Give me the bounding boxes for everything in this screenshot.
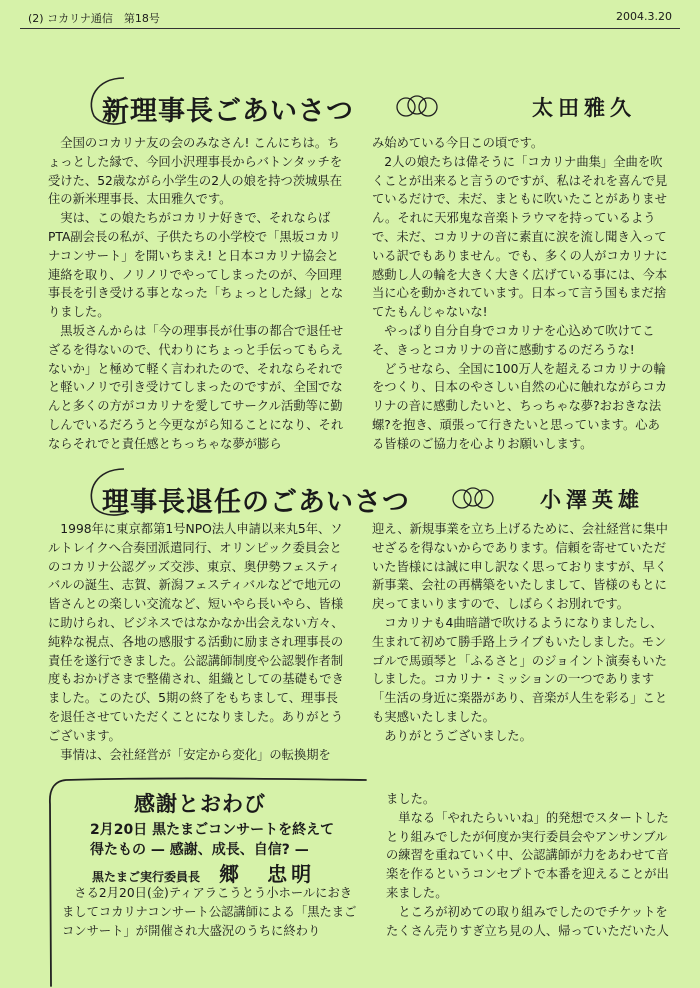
section2-title: 理事長退任のごあいさつ	[102, 487, 410, 518]
section2-left-column	[48, 520, 344, 764]
paragraph: 迎え、新規事業を立ち上げるために、会社経営に集中せざるを得ないからであります。信頼を寄せていただいた皆様には誠に申し訳なく思っておりますが、早く新事業、会社の再構築をいたしまして、皆様のもとに戻ってまいりますので、しばらくお別れです。	[372, 522, 668, 612]
section3-subtitle	[90, 820, 334, 860]
paragraph: コカリナも4曲暗譜で吹けるようになりましたし、生まれて初めて勝手路上ライブもいたしました。モンゴルで馬頭琴と「ふるさと」のジョイント演奏もいたしました。コカリナ・ミッションの一つであります「生活の身近に楽器があり、音楽が人生を彩る」ことも実感いたしました。	[372, 615, 668, 724]
paragraph: ところが初めての取り組みでしたのでチケットをたくさん売りすぎ立ち見の人、帰っていただいた人	[386, 904, 669, 938]
paragraph: やっぱり自分自身でコカリナを心込めて吹けてこそ、きっとコカリナの音に感動するのだろうな!	[372, 323, 655, 357]
section1-right-column	[372, 134, 668, 454]
subtitle-line: 得たもの — 感謝、成長、自信? —	[90, 842, 309, 858]
section2-author: 小澤英雄	[540, 487, 644, 512]
paragraph: 実は、この娘たちがコカリナ好きで、それならばPTA副会長の私が、子供たちの小学校で「黒坂コカリナコンサート」を開いちまえ! と日本コカリナ協会と連絡を取り、ノリノリでやってしまったのが、今回理事長を引き受ける事となった「ちょっとした縁」となりました。	[48, 211, 344, 320]
byline-org: 黒たまご実行委員長	[92, 870, 201, 884]
section1-left-column	[48, 134, 344, 454]
section3-right-column	[386, 790, 672, 940]
issue-date: 2004.3.20	[616, 10, 672, 23]
paragraph: 全国のコカリナ友の会のみなさん! こんにちは。ちょっとした縁で、今回小沢理事長からバトンタッチを受けた、52歳ながら小学生の2人の娘を持つ茨城県在住の新米理事長、太田雅久です。	[48, 136, 343, 207]
section3-byline	[92, 858, 315, 887]
paragraph: み始めている今日この頃です。	[372, 136, 544, 150]
rings-decoration	[396, 92, 446, 122]
section1-author: 太田雅久	[532, 95, 636, 120]
section2-right-column	[372, 520, 668, 746]
issue-label: (2) コカリナ通信 第18号	[28, 12, 160, 25]
section1-title: 新理事長ごあいさつ	[102, 96, 354, 127]
subtitle-line: 2月20日 黒たまごコンサートを終えて	[90, 822, 335, 838]
paragraph: ありがとうございました。	[384, 728, 532, 743]
paragraph: ました。	[386, 792, 436, 806]
section3-title: 感謝とおわび	[134, 792, 266, 816]
byline-name: 郷 忠明	[219, 862, 316, 886]
section3-left-column	[62, 884, 358, 940]
paragraph: 事情は、会社経営が「安定から変化」の転換期を	[60, 747, 331, 762]
paragraph: さる2月20日(金)ティアラこうとう小ホールにおきましてコカリナコンサート公認講師による「黒たまごコンサート」が開催され大盛況のうちに終わり	[62, 886, 357, 938]
paragraph: 1998年に東京都第1号NPO法人申請以来丸5年、ソルトレイクへ合奏団派遣同行、オリンピック委員会とのコカリナ公認グッズ交渉、東京、奥伊勢フェスティバルの誕生、志賀、新潟フェスティバルなどで地元の皆さんとの楽しい交流など、短いやら長いやら、皆様に助けられ、ビジネスではなかなか出会えない方々、純粋な視点、各地の感服する活動に励まされ理事長の責任を遂行できました。公認講師制度や公認製作者制度もおかげさまで整備され、組織としての基礎もできました。このたび、5期の終了をもちまして、理事長を退任させていただくことになりました。ありがとうございます。	[48, 522, 344, 743]
paragraph: 黒坂さんからは「今の理事長が仕事の都合で退任せざるを得ないので、代わりにちょっと手伝ってもらえないか」と極めて軽く言われたので、それならそれでと軽いノリで引き受けてしまったのですが、全国でなんと多くの方がコカリナを愛してサークル活動等に勤しんでいるだろうと今更ながら知ることになり、それならそれでと責任感とちっちゃな夢が膨ら	[48, 323, 344, 451]
paragraph: どうせなら、全国に100万人を超えるコカリナの輪をつくり、日本のやさしい自然の心に触れながらコカリナの音に感動したいと、ちっちゃな夢?おおきな法螺?を抱き、頑張って行きたいと思っています。心ある皆様のご協力を心よりお願いします。	[372, 361, 668, 451]
rings-decoration	[452, 484, 502, 514]
paragraph: 単なる「やれたらいいね」的発想でスタートしたとり組みでしたが何度か実行委員会やアンサンブルの練習を重ねていく中、公認講師が力をあわせて音楽を作るというコンセプトで本番を迎えることが出来ました。	[386, 810, 669, 900]
paragraph: 2人の娘たちは偉そうに「コカリナ曲集」全曲を吹くことが出来ると言うのですが、私はそれを喜んで見ているだけで、未だ、まともに吹いたことがありません。それに天邪鬼な音楽トラウマを持っているようで、未だ、コカリナの音に素直に涙を流し聞き入っている訳でもありません。でも、多くの人がコカリナに感動し人の輪を大きく大きく広げている事には、今本当に心を動かされています。日本って言う国もまだ捨てたもんじゃないな!	[372, 154, 668, 320]
page-header	[20, 8, 680, 29]
